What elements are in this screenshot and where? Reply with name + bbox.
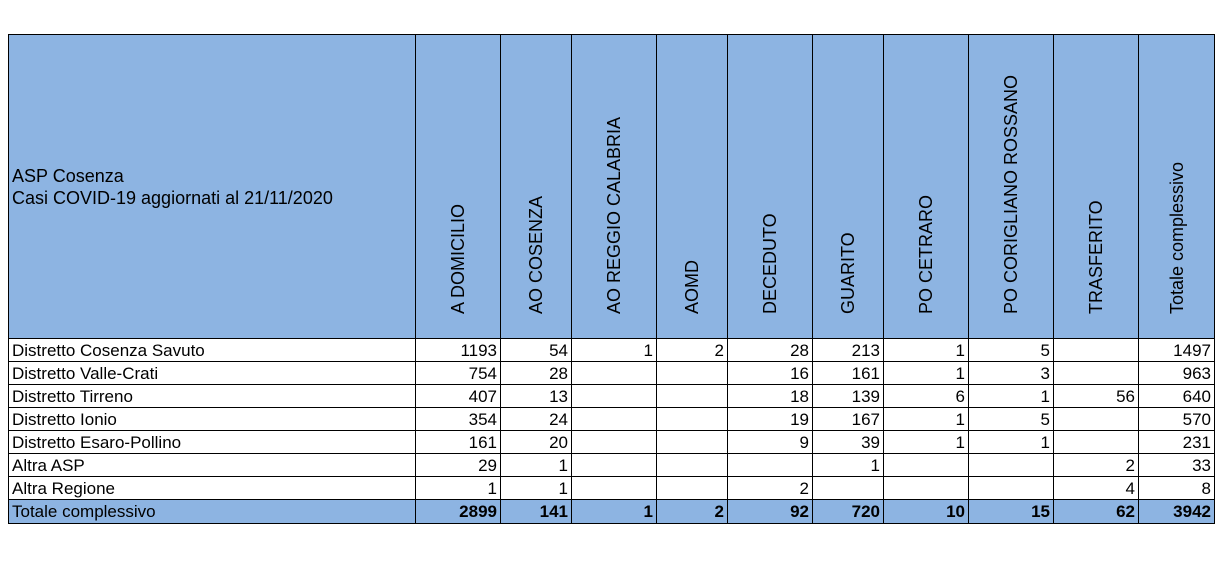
value-cell: 1 bbox=[501, 454, 572, 477]
value-cell bbox=[572, 477, 657, 500]
row-label: Distretto Ionio bbox=[9, 408, 416, 431]
value-cell bbox=[1054, 339, 1139, 362]
value-cell: 1 bbox=[813, 454, 884, 477]
value-cell bbox=[1054, 362, 1139, 385]
value-cell: 139 bbox=[813, 385, 884, 408]
value-cell: 20 bbox=[501, 431, 572, 454]
table-title-cell bbox=[9, 35, 416, 339]
value-cell bbox=[572, 385, 657, 408]
value-cell: 213 bbox=[813, 339, 884, 362]
value-cell: 3942 bbox=[1139, 500, 1215, 524]
value-cell bbox=[884, 454, 969, 477]
table-row bbox=[9, 339, 1215, 362]
value-cell: 720 bbox=[813, 500, 884, 524]
value-cell: 570 bbox=[1139, 408, 1215, 431]
value-cell: 640 bbox=[1139, 385, 1215, 408]
value-cell bbox=[657, 431, 728, 454]
column-header: AOMD bbox=[657, 35, 728, 339]
value-cell: 16 bbox=[728, 362, 813, 385]
covid-cases-table bbox=[8, 34, 1215, 524]
value-cell: 10 bbox=[884, 500, 969, 524]
row-label: Altra ASP bbox=[9, 454, 416, 477]
value-cell bbox=[657, 362, 728, 385]
column-header: A DOMICILIO bbox=[416, 35, 501, 339]
row-label: Distretto Esaro-Pollino bbox=[9, 431, 416, 454]
value-cell: 407 bbox=[416, 385, 501, 408]
row-label: Distretto Cosenza Savuto bbox=[9, 339, 416, 362]
value-cell: 33 bbox=[1139, 454, 1215, 477]
value-cell: 62 bbox=[1054, 500, 1139, 524]
value-cell: 18 bbox=[728, 385, 813, 408]
value-cell: 5 bbox=[969, 339, 1054, 362]
value-cell: 19 bbox=[728, 408, 813, 431]
value-cell bbox=[813, 477, 884, 500]
value-cell bbox=[657, 477, 728, 500]
row-label: Distretto Valle-Crati bbox=[9, 362, 416, 385]
value-cell: 8 bbox=[1139, 477, 1215, 500]
value-cell bbox=[1054, 431, 1139, 454]
value-cell: 6 bbox=[884, 385, 969, 408]
column-header: DECEDUTO bbox=[728, 35, 813, 339]
value-cell: 4 bbox=[1054, 477, 1139, 500]
value-cell: 29 bbox=[416, 454, 501, 477]
column-header: Totale complessivo bbox=[1139, 35, 1215, 339]
table-title: ASP Cosenza bbox=[12, 165, 124, 186]
value-cell: 56 bbox=[1054, 385, 1139, 408]
table-row bbox=[9, 408, 1215, 431]
value-cell bbox=[572, 431, 657, 454]
value-cell: 231 bbox=[1139, 431, 1215, 454]
value-cell: 28 bbox=[501, 362, 572, 385]
value-cell: 1 bbox=[572, 500, 657, 524]
value-cell bbox=[884, 477, 969, 500]
value-cell: 2 bbox=[657, 500, 728, 524]
value-cell: 1 bbox=[416, 477, 501, 500]
value-cell: 2 bbox=[728, 477, 813, 500]
column-header: GUARITO bbox=[813, 35, 884, 339]
total-label: Totale complessivo bbox=[9, 500, 416, 524]
value-cell: 1 bbox=[969, 431, 1054, 454]
row-label: Altra Regione bbox=[9, 477, 416, 500]
table-row bbox=[9, 477, 1215, 500]
value-cell: 354 bbox=[416, 408, 501, 431]
column-header: PO CORIGLIANO ROSSANO bbox=[969, 35, 1054, 339]
value-cell bbox=[657, 385, 728, 408]
value-cell bbox=[657, 408, 728, 431]
value-cell: 1 bbox=[884, 408, 969, 431]
table-row bbox=[9, 385, 1215, 408]
value-cell: 2 bbox=[657, 339, 728, 362]
value-cell: 24 bbox=[501, 408, 572, 431]
table-row bbox=[9, 362, 1215, 385]
value-cell: 161 bbox=[416, 431, 501, 454]
table-subtitle: Casi COVID-19 aggiornati al 21/11/2020 bbox=[12, 187, 333, 208]
value-cell bbox=[728, 454, 813, 477]
value-cell: 754 bbox=[416, 362, 501, 385]
value-cell bbox=[969, 477, 1054, 500]
column-header: AO REGGIO CALABRIA bbox=[572, 35, 657, 339]
table-row bbox=[9, 431, 1215, 454]
value-cell: 92 bbox=[728, 500, 813, 524]
value-cell: 1 bbox=[884, 362, 969, 385]
value-cell bbox=[572, 454, 657, 477]
value-cell: 167 bbox=[813, 408, 884, 431]
table-row bbox=[9, 454, 1215, 477]
row-label: Distretto Tirreno bbox=[9, 385, 416, 408]
total-row bbox=[9, 500, 1215, 524]
value-cell bbox=[572, 362, 657, 385]
value-cell bbox=[572, 408, 657, 431]
value-cell: 54 bbox=[501, 339, 572, 362]
value-cell: 28 bbox=[728, 339, 813, 362]
value-cell: 13 bbox=[501, 385, 572, 408]
column-header: TRASFERITO bbox=[1054, 35, 1139, 339]
value-cell: 9 bbox=[728, 431, 813, 454]
value-cell: 39 bbox=[813, 431, 884, 454]
value-cell: 2899 bbox=[416, 500, 501, 524]
value-cell: 141 bbox=[501, 500, 572, 524]
value-cell: 1 bbox=[572, 339, 657, 362]
value-cell bbox=[969, 454, 1054, 477]
value-cell: 161 bbox=[813, 362, 884, 385]
header-row bbox=[9, 35, 1215, 339]
column-header: AO COSENZA bbox=[501, 35, 572, 339]
value-cell: 15 bbox=[969, 500, 1054, 524]
value-cell: 1193 bbox=[416, 339, 501, 362]
value-cell bbox=[657, 454, 728, 477]
value-cell: 963 bbox=[1139, 362, 1215, 385]
value-cell: 1 bbox=[884, 431, 969, 454]
covid-table-sheet bbox=[8, 34, 1213, 552]
value-cell: 1 bbox=[501, 477, 572, 500]
value-cell: 1 bbox=[969, 385, 1054, 408]
value-cell: 2 bbox=[1054, 454, 1139, 477]
value-cell: 1 bbox=[884, 339, 969, 362]
column-header: PO CETRARO bbox=[884, 35, 969, 339]
value-cell: 5 bbox=[969, 408, 1054, 431]
value-cell: 3 bbox=[969, 362, 1054, 385]
value-cell: 1497 bbox=[1139, 339, 1215, 362]
value-cell bbox=[1054, 408, 1139, 431]
